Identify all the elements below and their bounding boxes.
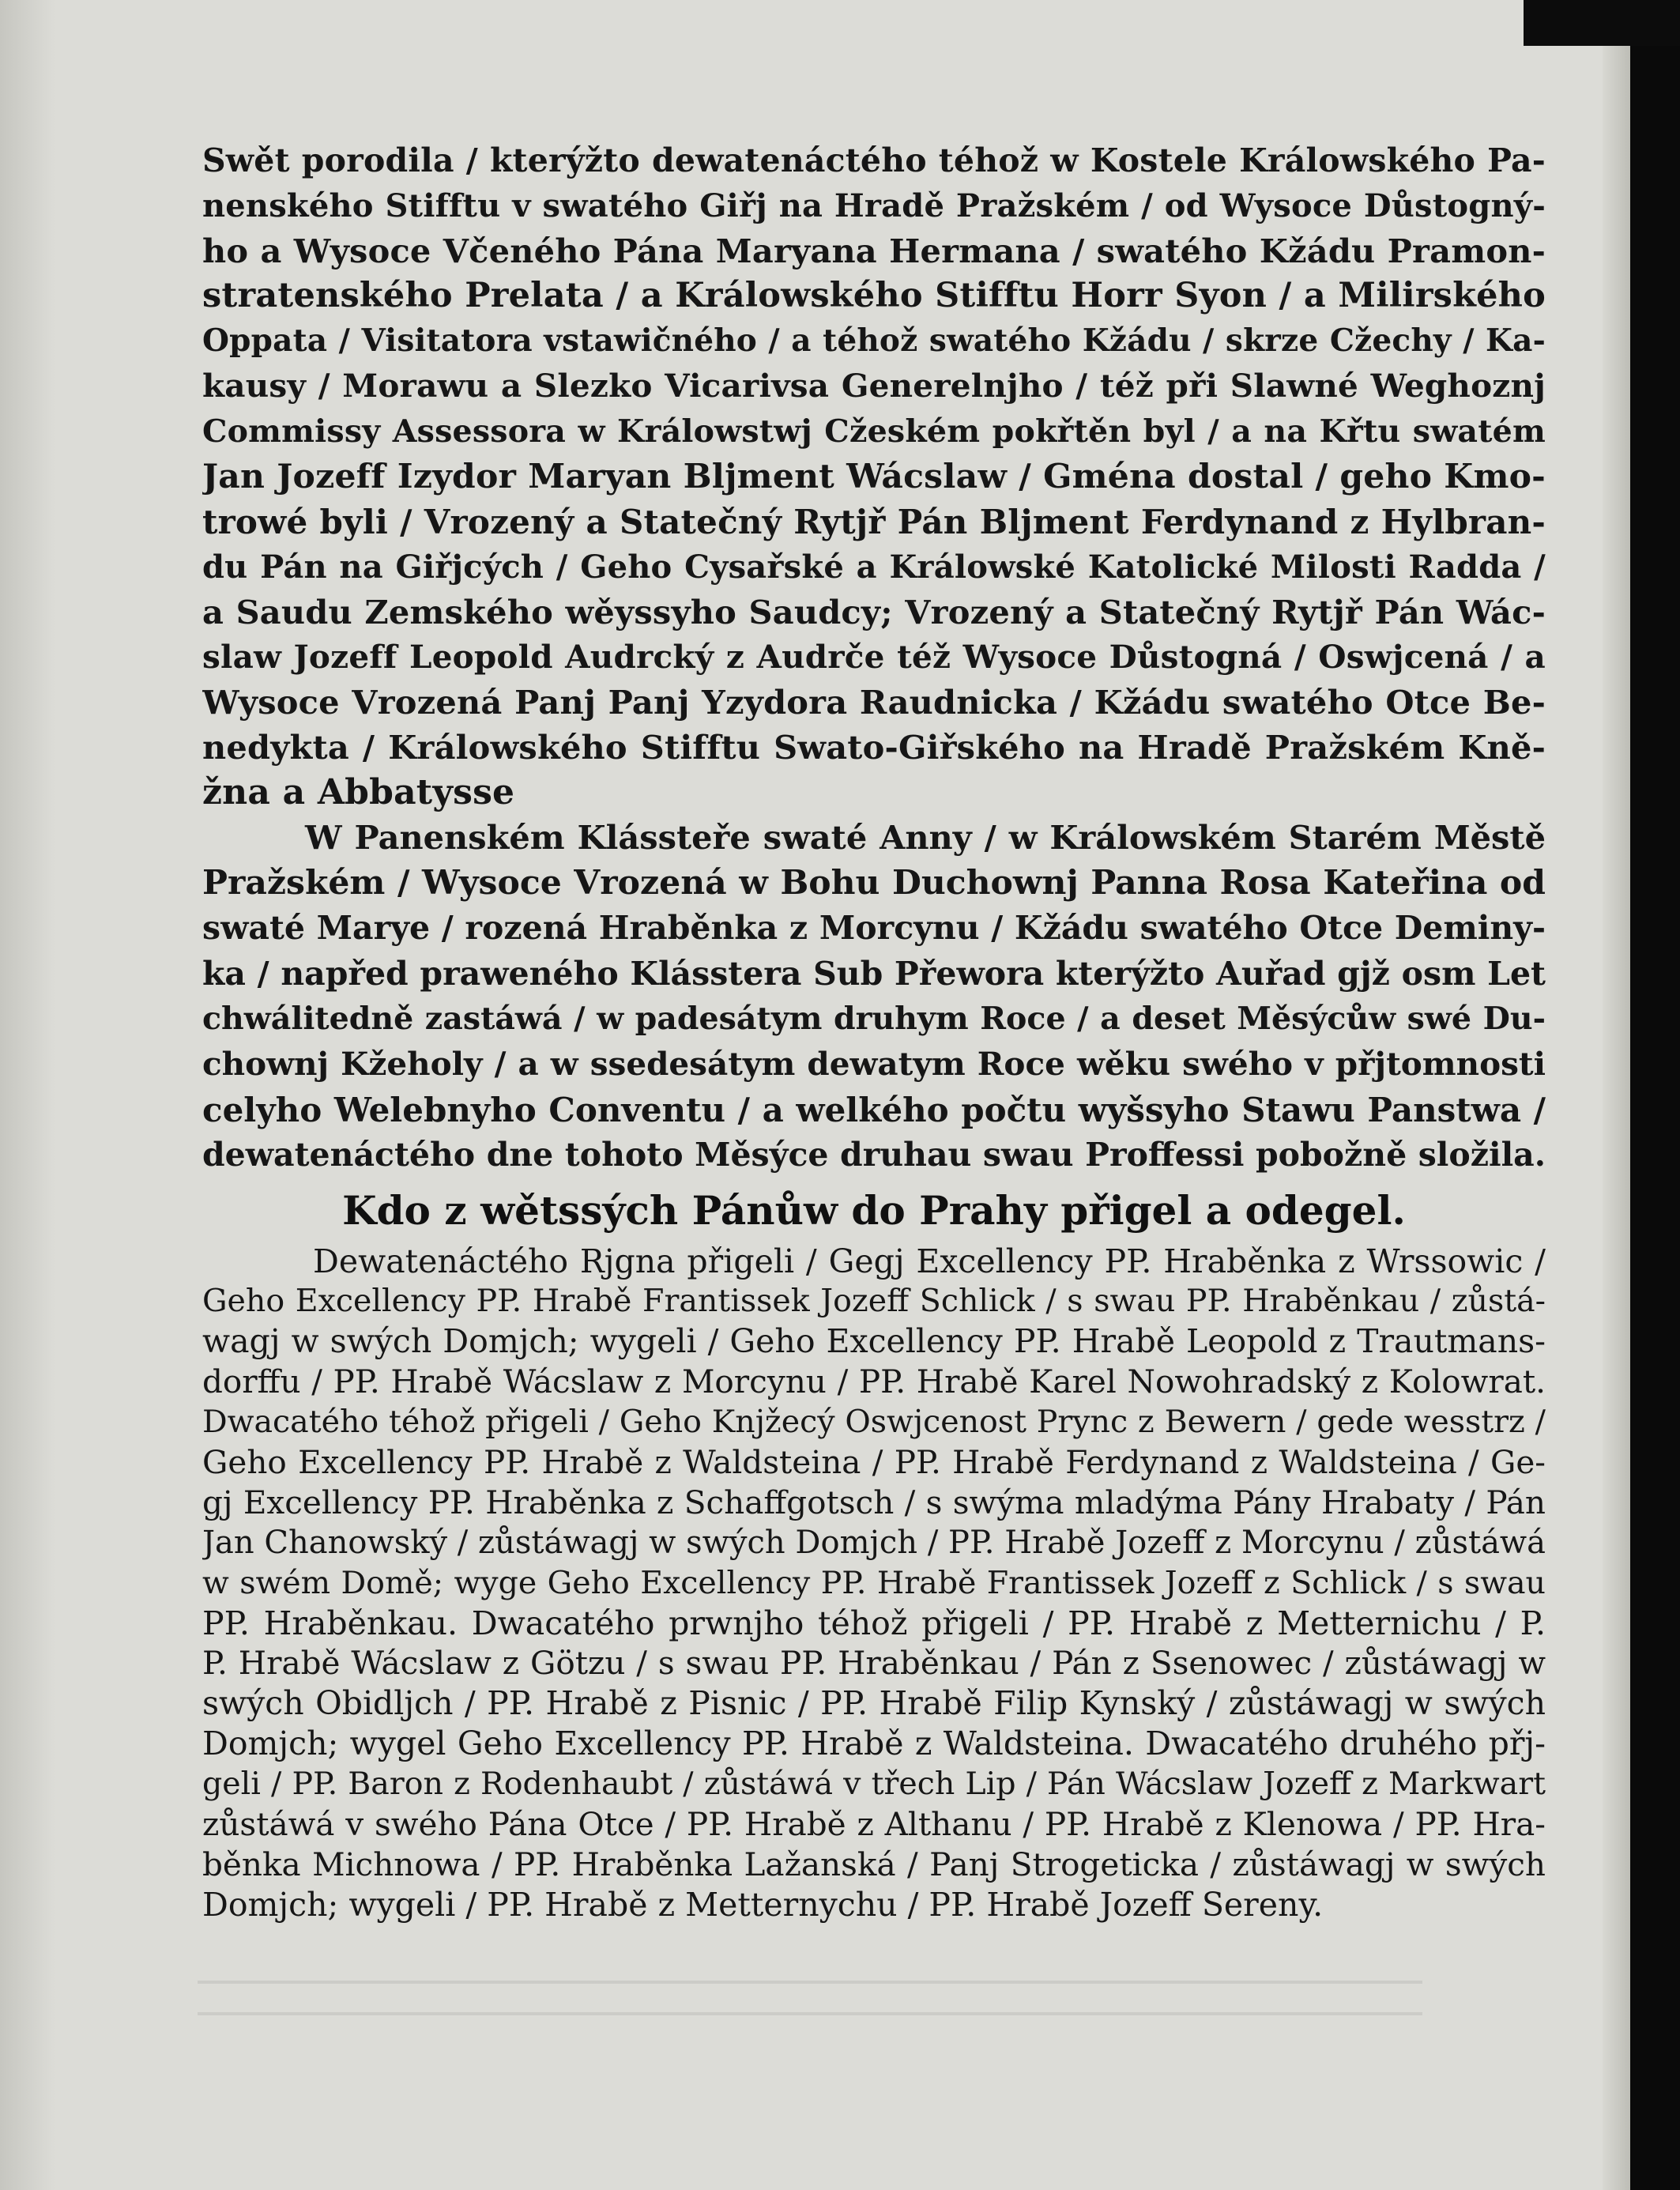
text-line: slaw Jozeff Leopold Audrcký z Audrče též Wysoce Důstogná / Oswjcená / a (202, 638, 1546, 677)
text-line: Oppata / Visitatora vstawičného / a téhož swatého Kžádu / skrze Cžechy / Ka- (202, 322, 1546, 360)
scan-corner-block (1524, 0, 1680, 46)
text-line: Wysoce Vrozená Panj Panj Yzydora Raudnicka / Kžádu swatého Otce Be- (202, 683, 1546, 722)
text-line: žna a Abbatysse (202, 772, 515, 813)
text-line: chownj Kžeholy / a w ssedesátym dewatym Roce wěku swého v přjtomnosti (202, 1045, 1546, 1084)
text-line: kausy / Morawu a Slezko Vicarivsa Generelnjho / též při Slawné Weghoznj (202, 367, 1546, 405)
text-line: nenského Stifftu v swatého Giřj na Hradě Pražském / od Wysoce Důstogný- (202, 187, 1546, 225)
text-line: ka / napřed praweného Klásstera Sub Přewora kterýžto Auřad gjž osm Let (202, 954, 1546, 993)
paragraph-3 (202, 1242, 1546, 1925)
text-line: chwálitedně zastáwá / w padesátym druhym Roce / a deset Měsýcůw swé Du- (202, 1000, 1546, 1037)
text-line: Geho Excellency PP. Hrabě Frantissek Jozeff Schlick / s swau PP. Hraběnkau / zůstá- (202, 1283, 1546, 1320)
text-line: gj Excellency PP. Hraběnka z Schaffgotsch / s swýma mladýma Pány Hrabaty / Pán (202, 1483, 1546, 1521)
text-line: Pražském / Wysoce Vrozená w Bohu Duchownj Panna Rosa Kateřina od (202, 862, 1546, 903)
text-line: trowé byli / Vrozený a Statečný Rytjř Pán Bljment Ferdynand z Hylbran- (202, 502, 1546, 541)
text-line: wagj w swých Domjch; wygeli / Geho Excellency PP. Hrabě Leopold z Trautmans- (202, 1322, 1546, 1361)
text-line: W Panenském Klássteře swaté Anny / w Králowském Starém Městě (305, 818, 1546, 858)
scan-left-shadow (0, 0, 55, 2190)
text-line: du Pán na Giřjcých / Geho Cysařské a Králowské Katolické Milosti Radda / (202, 548, 1546, 586)
document-body (202, 138, 1546, 1925)
text-line: Jan Jozeff Izydor Maryan Bljment Wácslaw / Gména dostal / geho Kmo- (202, 456, 1546, 496)
scan-black-margin (1630, 0, 1680, 2190)
page-right-edge (1603, 46, 1630, 2190)
text-line: dorffu / PP. Hrabě Wácslaw z Morcynu / PP. Hrabě Karel Nowohradský z Kolowrat. (202, 1363, 1546, 1401)
text-line: a Saudu Zemského wěyssyho Saudcy; Vrozený a Statečný Rytjř Pán Wác- (202, 592, 1546, 631)
text-line: Dewatenáctého Rjgna přigeli / Gegj Excellency PP. Hraběnka z Wrssowic / (313, 1242, 1546, 1280)
text-line: Jan Chanowský / zůstáwagj w swých Domjch / PP. Hrabě Jozeff z Morcynu / zůstáwá (202, 1524, 1546, 1561)
text-line: ho a Wysoce Včeného Pána Maryana Hermana / swatého Kžádu Pramon- (202, 232, 1546, 271)
text-line: swých Obidljch / PP. Hrabě z Pisnic / PP. Hrabě Filip Kynský / zůstáwagj w swých (202, 1684, 1546, 1723)
paragraph-2 (202, 815, 1546, 1178)
text-line: geli / PP. Baron z Rodenhaubt / zůstáwá v třech Lip / Pán Wácslaw Jozeff z Markwart (202, 1766, 1546, 1803)
text-line: Domjch; wygeli / PP. Hrabě z Metternychu / PP. Hrabě Jozeff Sereny. (202, 1885, 1324, 1924)
text-line: zůstáwá v swého Pána Otce / PP. Hrabě z Althanu / PP. Hrabě z Klenowa / PP. Hra- (202, 1805, 1546, 1843)
show-through-bleed (198, 1966, 1422, 2030)
text-line: P. Hrabě Wácslaw z Götzu / s swau PP. Hraběnkau / Pán z Ssenowec / zůstáwagj w (202, 1644, 1546, 1683)
paragraph-1 (202, 138, 1546, 815)
text-line: Domjch; wygel Geho Excellency PP. Hrabě z Waldsteina. Dwacatého druhého přj- (202, 1724, 1546, 1763)
text-line: w swém Domě; wyge Geho Excellency PP. Hrabě Frantissek Jozeff z Schlick / s swau (202, 1564, 1546, 1601)
text-line: Swět porodila / kterýžto dewatenáctého téhož w Kostele Králowského Pa- (202, 141, 1546, 179)
text-line: Geho Excellency PP. Hrabě z Waldsteina / PP. Hrabě Ferdynand z Waldsteina / Ge- (202, 1442, 1546, 1481)
section-heading: Kdo z wětssých Pánůw do Prahy přigel a odegel. (342, 1186, 1406, 1234)
text-line: Dwacatého téhož přigeli / Geho Knjžecý Oswjcenost Prync z Bewern / gede wesstrz / (202, 1404, 1546, 1441)
text-line: swaté Marye / rozená Hraběnka z Morcynu / Kžádu swatého Otce Deminy- (202, 909, 1546, 948)
text-line: stratenského Prelata / a Králowského Stifftu Horr Syon / a Milirského (202, 276, 1546, 316)
text-line: celyho Welebnyho Conventu / a welkého počtu wyšsyho Stawu Panstwa / (202, 1090, 1546, 1129)
text-line: běnka Michnowa / PP. Hraběnka Lažanská / Panj Strogeticka / zůstáwagj w swých (202, 1845, 1546, 1883)
text-line: dewatenáctého dne tohoto Měsýce druhau swau Proffessi pobožně složila. (202, 1136, 1546, 1174)
text-line: Commissy Assessora w Králowstwj Cžeském pokřtěn byl / a na Křtu swatém (202, 413, 1546, 450)
text-line: nedykta / Králowského Stifftu Swato-Giřského na Hradě Pražském Kně- (202, 728, 1546, 767)
text-line: PP. Hraběnkau. Dwacatého prwnjho téhož přigeli / PP. Hrabě z Metternichu / P. (202, 1604, 1546, 1642)
